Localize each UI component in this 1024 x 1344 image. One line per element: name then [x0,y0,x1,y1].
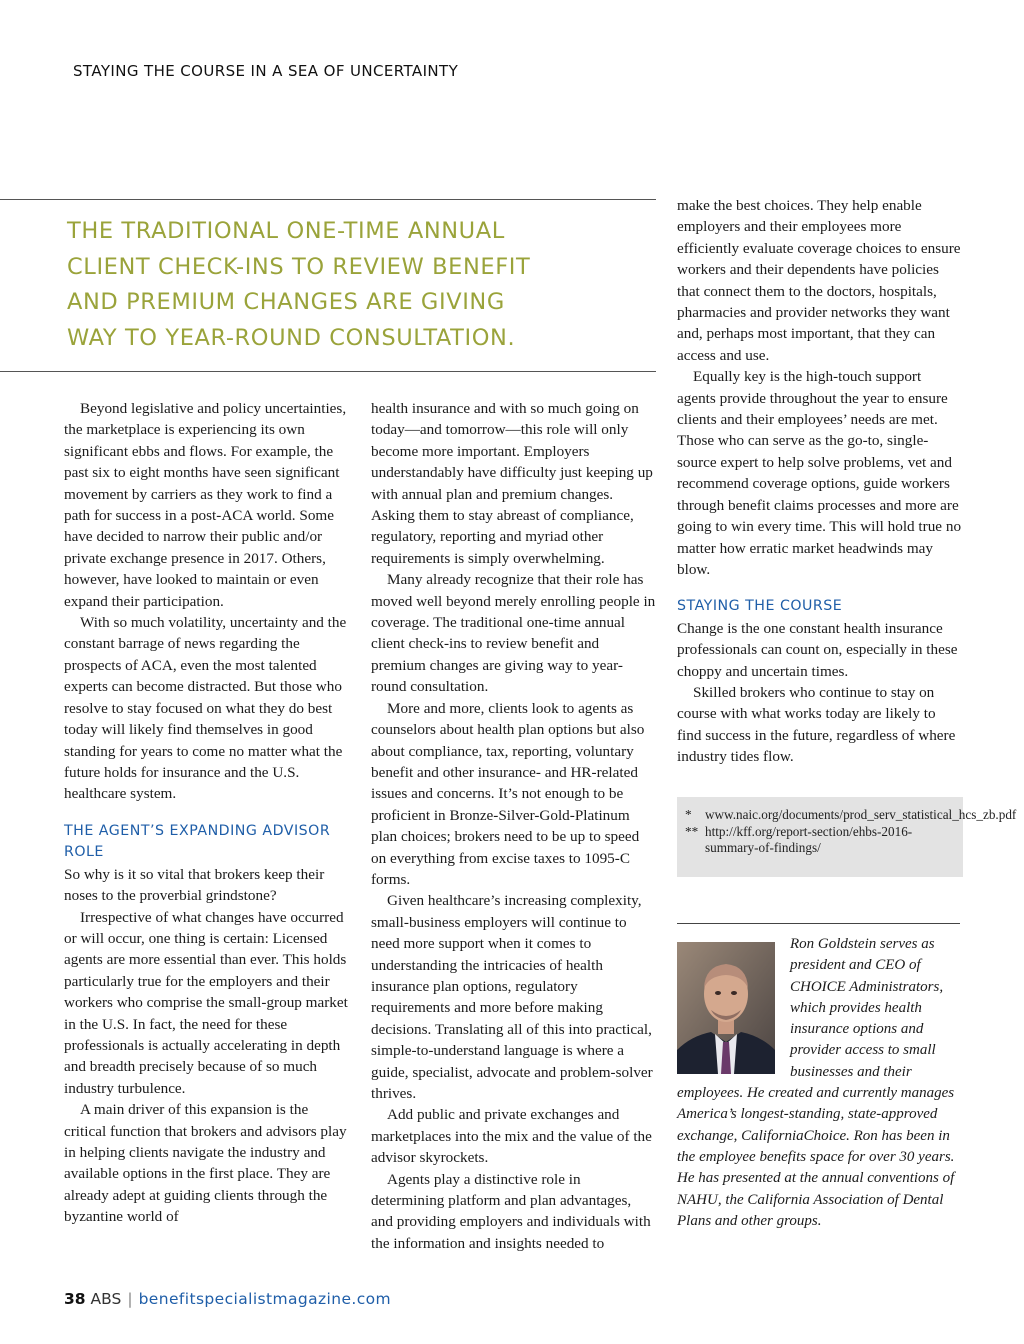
paragraph: Irrespective of what changes have occurred or will occur, one thing is certain: Licensed agents are more essential than ever. This holds particularly true for the employers and their workers who comprise the small-group market in the U.S. In fact, the need for these professionals is actually accelerating in depth and breadth precisely because of so much industry turbulence. [64,908,348,1097]
footnote [685,824,955,857]
footnote-mark: ** [685,823,699,839]
footnotes-box [677,797,1017,877]
paragraph: Add public and private exchanges and marketplaces into the mix and the value of the advisor skyrockets. [371,1106,652,1167]
author-bio-rule [677,923,960,924]
paragraph: Beyond legislative and policy uncertainties, the marketplace is experiencing its own significant ebbs and flows. For example, the past six to eight months have seen significant movement by carriers as they work to find a path for success in a post-ACA world. Some have decided to narrow their public and/or private exchange presence in 2017. Others, however, have looked to maintain or even expand their participation. [64,400,347,610]
paragraph: make the best choices. They help enable employers and their employees more efficiently evaluate coverage choices to ensure workers and their dependents have policies that connect them to the doctors, hospitals, pharmacies and provider networks they want and, perhaps most important, that they can access and use. [677,197,961,364]
footnote-link[interactable]: www.naic.org/documents/prod_serv_statistical_hcs_zb.pdf [705,807,1017,822]
author-bio [677,934,963,1232]
paragraph: Equally key is the high-touch support agents provide throughout the year to ensure clients and their employees’ needs are met. Those who can serve as the go-to, single-source expert to help solve problems, vet and recommend coverage options, guide workers through benefit claims processes and more are going to win every time. This will hold true no matter how erratic market headwinds may blow. [677,368,962,578]
footnote-mark: * [685,807,692,822]
paragraph: Change is the one constant health insurance professionals can count on, especially in these choppy and uncertain times. [677,619,958,680]
pull-quote-line: THE TRADITIONAL ONE-TIME ANNUAL [67,218,505,244]
paragraph: health insurance and with so much going on today—and tomorrow—this role will only become more important. Employers understandably have difficulty just keeping up with annual plan and premium changes. Asking them to stay abreast of compliance, regulatory, reporting and myriad other requirements is simply overwhelming. [371,400,653,567]
pull-quote-top-rule [0,199,656,200]
pull-quote-line: AND PREMIUM CHANGES ARE GIVING [67,289,505,315]
paragraph: A main driver of this expansion is the critical function that brokers and advisors play in helping clients navigate the industry and available options in the first place. They are already adept at guiding clients through the byzantine world of [64,1101,347,1226]
paragraph: So why is it so vital that brokers keep their noses to the proverbial grindstone? [64,865,325,905]
running-head-title: STAYING THE COURSE IN A SEA OF UNCERTAINTY [73,62,459,80]
article-column-2 [371,398,656,1254]
section-heading: STAYING THE COURSE [677,598,843,615]
author-bio-text: Ron Goldstein serves as president and CEO of CHOICE Administrators, which provides health insurance options and provider access to small businesses and their employees. He created and currently manages America’s longest-standing, state-approved exchange, CaliforniaChoice. Ron has been in the employee benefits space for over 30 years. He has presented at the annual conventions of NAHU, the California Association of Dental Plans and other groups. [677,936,955,1229]
page-number: 38 [64,1290,86,1308]
paragraph: Given healthcare’s increasing complexity, small-business employers will continue to need more support when it comes to understanding the intricacies of health insurance plan options, regulatory requirements and more before making decisions. Translating all of this into practical, simple-to-understand language is where a guide, specialist, advocate and problem-solver thrives. [371,892,653,1102]
website-link[interactable]: benefitspecialistmagazine.com [138,1290,392,1308]
paragraph: With so much volatility, uncertainty and the constant barrage of news regarding the prospects of ACA, even the most talented experts can become distracted. But those who resolve to stay focused on what they do best today will likely find themselves in good standing for years to come no matter what the future holds for insurance and the U.S. healthcare system. [64,614,347,803]
paragraph: Skilled brokers who continue to stay on course with what works today are likely to find success in the future, regardless of where industry tides flow. [677,684,956,766]
section-heading: THE AGENT’S EXPANDING ADVISOR ROLE [64,822,331,861]
footer-separator: | [127,1290,133,1308]
pull-quote-line: CLIENT CHECK-INS TO REVIEW BENEFIT [67,253,531,280]
pull-quote-line: WAY TO YEAR-ROUND CONSULTATION. [67,324,516,351]
pull-quote [67,214,637,356]
paragraph: More and more, clients look to agents as counselors about health plan options but also about compliance, tax, reporting, voluntary benefit and other insurance- and HR-related issues and concerns. It’s not enough to be proficient in Bronze-Silver-Gold-Platinum plan choices; brokers need to be up to speed on everything from excise taxes to 1095-C forms. [371,699,645,888]
footnote [685,807,1017,824]
paragraph: Agents play a distinctive role in determining platform and plan advantages, and providing employers and individuals with the information and insights needed to [371,1170,651,1252]
footnote-link[interactable]: http://kff.org/report-section/ehbs-2016-summary-of-findings/ [705,823,913,856]
page-footer [64,1290,391,1308]
paragraph: Many already recognize that their role has moved well beyond merely enrolling people in coverage. The traditional one-time annual client check-ins to review benefit and premium changes are giving way to year-round consultation. [371,571,656,696]
article-column-1 [64,398,349,1228]
publication-name: ABS [90,1290,122,1308]
pull-quote-bottom-rule [0,371,656,372]
article-column-3 [677,195,962,768]
